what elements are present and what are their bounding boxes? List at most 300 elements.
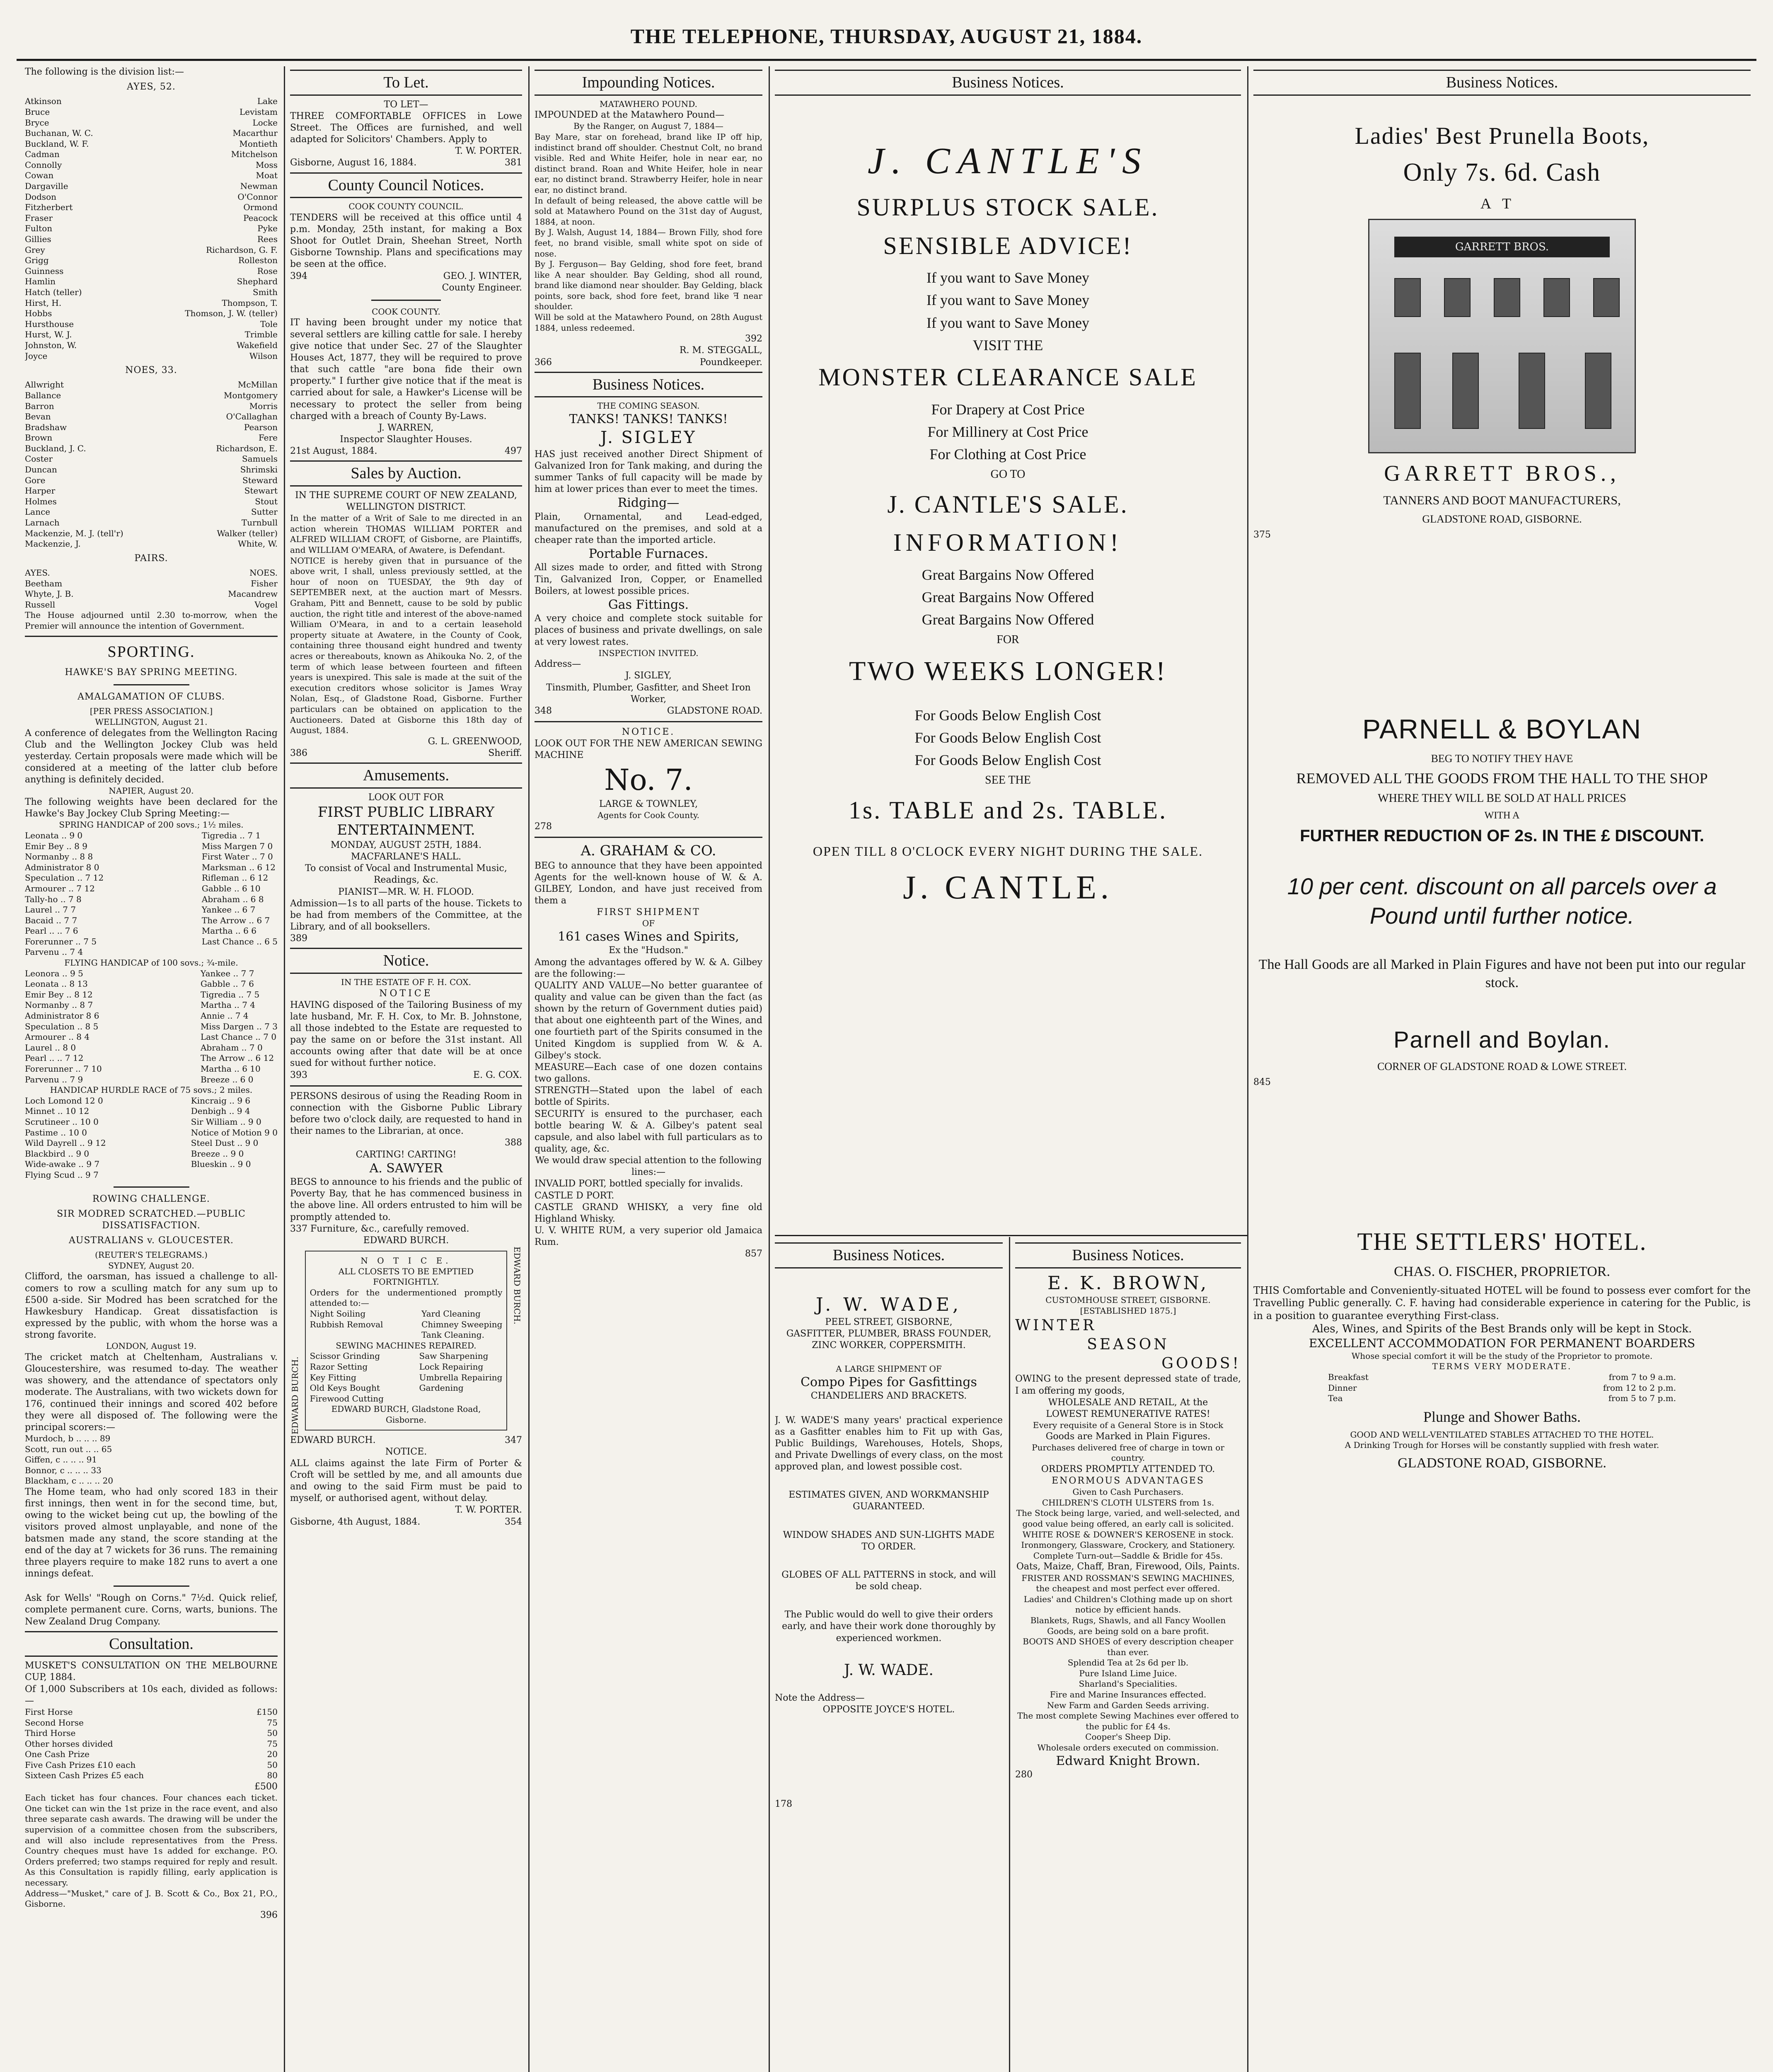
spring-handicap-heading: SPRING HANDICAP of 200 sovs.; 1½ miles. (59, 820, 244, 830)
brown-boots: BOOTS AND SHOES of every description cheaper than ever. (1023, 1636, 1234, 1657)
county-role: County Engineer. (442, 282, 522, 293)
noes-row (25, 433, 278, 443)
column-2 (290, 66, 522, 2072)
brown-lowest: LOWEST REMUNERATIVE RATES! (1046, 1409, 1210, 1419)
wade-chandeliers: CHANDELIERS AND BRACKETS. (810, 1391, 967, 1402)
security: SECURITY is ensured to the purchaser, each bottle bearing W. & A. Gilbey's patent seal capsule, and also label with full particulars as to quality, age, &c. (535, 1109, 762, 1154)
agents: Agents for Cook County. (597, 810, 699, 821)
noes-row (25, 443, 278, 454)
weight-entry: Wild Dayrell .. 9 12 (25, 1138, 106, 1148)
weight-entry: Minnet .. 10 12 (25, 1106, 89, 1116)
ad-number: 381 (505, 157, 522, 168)
ayes-row-cell: Cowan (25, 170, 54, 181)
weight-entry: Blackbird .. 9 0 (25, 1148, 89, 1159)
settlers-meals (1328, 1372, 1676, 1404)
ridging-text: Plain, Ornamental, and Lead-edged, manufactured on the premises, and sold at a cheaper rate than the imported article. (535, 511, 762, 545)
burch-services-right (421, 1309, 502, 1341)
impound-sign: R. M. STEGGALL, (679, 345, 762, 356)
ayes-row-cell: Rose (257, 266, 278, 276)
business-heading: Business Notices. (535, 372, 762, 398)
ayes-row (25, 340, 278, 351)
county-sign-row (290, 271, 522, 282)
ayes-row (25, 170, 278, 181)
brown-orders: ORDERS PROMPTLY ATTENDED TO. (1041, 1464, 1215, 1474)
below-lines (775, 706, 1241, 770)
county-heading: County Council Notices. (290, 172, 522, 198)
ayes-row-cell: Wakefield (236, 340, 278, 350)
boots-heading: Ladies' Best Prunella Boots, (1355, 122, 1650, 149)
brown-established: [ESTABLISHED 1875.] (1080, 1305, 1176, 1316)
cost-line: For Clothing at Cost Price (929, 445, 1086, 462)
settlers-trough: A Drinking Trough for Horses will be constantly supplied with fresh water. (1345, 1440, 1659, 1450)
to-let-heading: To Let. (290, 70, 522, 96)
furnaces-text: All sizes made to order, and fitted with Strong Tin, Galvanized Iron, Copper, or Enamelled Boilers, at lowest possible prices. (535, 562, 762, 596)
pairs-row (25, 589, 278, 600)
brown-frister: FRISTER AND ROSSMAN'S SEWING MACHINES, the cheapest and most perfect ever offered. (1021, 1573, 1235, 1594)
brown-requisite: Every requisite of a General Store is in Stock (1033, 1420, 1224, 1430)
ayes-row-cell: Montieth (239, 138, 278, 149)
pairs-row-cell: Macandrew (228, 589, 278, 599)
parnell-heading: PARNELL & BOYLAN (1362, 714, 1642, 745)
weight-entry: Miss Dargen .. 7 3 (200, 1021, 278, 1031)
ayes-row (25, 245, 278, 256)
pairs-row-cell: Beetham (25, 578, 63, 588)
column-divider (1009, 1237, 1010, 2072)
ayes-row-cell: Wilson (249, 351, 278, 361)
burch-item: Saw Sharpening (419, 1351, 489, 1361)
impound-sale: Will be sold at the Matawhero Pound, on 28th August 1884, unless redeemed. (535, 312, 762, 333)
ayes-row (25, 192, 278, 203)
to-let-sign: T. W. PORTER. (455, 146, 522, 157)
see-the: SEE THE (985, 773, 1031, 787)
building-window (1394, 278, 1421, 317)
prize-row-cell: 20 (267, 1749, 278, 1760)
flying-weights (25, 968, 278, 1085)
noes-row-cell: O'Callaghan (226, 411, 278, 422)
building-sign: GARRETT BROS. (1394, 237, 1610, 257)
ayes-row-cell: Pyke (257, 223, 278, 234)
settlers-heading: THE SETTLERS' HOTEL. (1357, 1228, 1647, 1256)
noes-row (25, 422, 278, 433)
brown-list-item: Pure Island Lime Juice. (1079, 1668, 1177, 1678)
weight-entry: Tigredia .. 7 1 (201, 830, 261, 840)
burch-service: Night Soiling (310, 1308, 366, 1319)
weight-entry: Leonata .. 9 0 (25, 830, 83, 840)
business-heading: Business Notices. (775, 70, 1241, 96)
admission-text: Admission—1s to all parts of the house. Tickets to be had from members of the Committee, at the Library, and of all booksellers. (290, 898, 522, 932)
wade-street: PEEL STREET, GISBORNE, (825, 1317, 953, 1327)
noes-row-cell: Richardson, E. (216, 443, 278, 453)
noes-row-cell: Stout (255, 496, 278, 506)
reuters-note: (REUTER'S TELEGRAMS.) (95, 1250, 208, 1260)
weight-entry: Breeze .. 9 0 (191, 1148, 244, 1159)
noes-row (25, 486, 278, 496)
graham-text: BEG to announce that they have been appointed Agents for the well-known house of W. & A. GILBEY, London, and have just received from them a (535, 860, 762, 906)
notice2-text: ALL claims against the late Firm of Porter & Croft will be settled by me, and all amounts due and owing to the said Firm must be paid to myself, or authorised agent, without delay. (290, 1458, 522, 1504)
impound-by: By the Ranger, on August 7, 1884— (573, 121, 723, 131)
want-line: If you want to Save Money (926, 269, 1089, 286)
meal-row-cell: from 12 to 2 p.m. (1603, 1382, 1676, 1393)
spring-weights-right (202, 830, 278, 958)
prize-row-cell: £150 (256, 1706, 278, 1717)
impound-heading: Impounding Notices. (535, 70, 762, 96)
ayes-row (25, 128, 278, 139)
burch-orders: Orders for the undermentioned promptly attended to:— (310, 1287, 503, 1308)
burch-item: Key Fitting (310, 1372, 356, 1382)
divider (25, 636, 278, 637)
meal-row (1328, 1393, 1676, 1404)
ayes-row-cell: Rees (257, 234, 278, 244)
column-3 (535, 66, 762, 2072)
for: FOR (997, 633, 1019, 646)
court-heading: IN THE SUPREME COURT OF NEW ZEALAND, WELLINGTON DISTRICT. (295, 490, 517, 513)
brown-plain: Goods are Marked in Plain Figures. (1045, 1431, 1211, 1442)
wade-estimates: ESTIMATES GIVEN, AND WORKMANSHIP GUARANTEED. (789, 1490, 989, 1512)
ad-number: 394 (290, 271, 307, 281)
notice-heading: Notice. (290, 948, 522, 974)
prize-row-cell: Sixteen Cash Prizes £5 each (25, 1770, 144, 1781)
burch-closets: ALL CLOSETS TO BE EMPTIED FORTNIGHTLY. (338, 1266, 474, 1287)
to-let-sub: TO LET— (384, 99, 428, 110)
press-association: [PER PRESS ASSOCIATION.] (89, 706, 213, 716)
burch-services-left (310, 1309, 383, 1341)
weight-entry: Tigredia .. 7 5 (200, 989, 260, 1000)
weight-entry: Speculation .. 7 12 (25, 873, 104, 883)
below-line: For Goods Below English Cost (914, 751, 1101, 768)
weight-entry: Gabble .. 6 10 (201, 883, 261, 893)
scorer-entry: Blackham, c .. .. .. 20 (25, 1476, 114, 1486)
burch-ad (290, 1247, 522, 1435)
burch-services (310, 1309, 503, 1341)
prize-row-cell: One Cash Prize (25, 1749, 89, 1760)
settlers-fischer: CHAS. O. FISCHER, PROPRIETOR. (1394, 1264, 1610, 1280)
ayes-row-cell: Bryce (25, 117, 49, 128)
ayes-row-cell: O'Connor (237, 191, 278, 202)
below-line: For Goods Below English Cost (914, 729, 1101, 746)
burch-sewing: SEWING MACHINES REPAIRED. (336, 1340, 477, 1351)
weight-entry: Breeze .. 6 0 (200, 1074, 254, 1084)
parnell-hall-goods: The Hall Goods are all Marked in Plain Figures and have not been put into our regular stock. (1258, 957, 1746, 990)
ayes-row-cell: Fulton (25, 223, 53, 234)
weight-entry: Miss Margen 7 0 (201, 841, 273, 851)
weight-entry: Normanby .. 8 7 (25, 1000, 93, 1010)
county-sub: COOK COUNTY COUNCIL. (348, 201, 464, 212)
ad-number: 389 (290, 933, 307, 944)
ayes-row-cell: Smith (253, 287, 278, 297)
prize-row-cell: First Horse (25, 1706, 73, 1717)
building-door (1585, 353, 1611, 429)
brown-kerosene: WHITE ROSE & DOWNER'S KEROSENE in stock. (1022, 1529, 1234, 1539)
hurdle-weights (25, 1096, 278, 1181)
ayes-row (25, 298, 278, 309)
impound-footer (535, 357, 762, 368)
cox-sign: E. G. COX. (473, 1070, 522, 1080)
weight-entry: Steel Dust .. 9 0 (191, 1138, 259, 1148)
county-text: TENDERS will be received at this office until 4 p.m. Monday, 25th instant, for making a Box Shoot for Outlet Drain, Sheehan Street, North Gisborne Township. Plans and specifications may be seen at the office. (290, 212, 522, 270)
ayes-row-cell: Dargaville (25, 181, 68, 191)
ayes-row-cell: Grey (25, 244, 45, 255)
consultation-body: Each ticket has four chances. Four chances each ticket. One ticket can win the 1st prize in the race event, and also three separate cash awards. The drawing will be under the supervision of a committee chosen from the subscribers, and will also include representatives from the Press. Country cheques must have 1s added for exchange. P.O. Orders preferred; two stamps required for reply and result. As this Consultation is rapidly filling, early application is necessary. (25, 1793, 278, 1888)
weight-entry: Emir Bey .. 8 12 (25, 989, 93, 1000)
ad-number: 386 (290, 748, 307, 758)
building-window (1494, 278, 1520, 317)
meal-row (1328, 1383, 1676, 1394)
sheriff-sign: G. L. GREENWOOD, (428, 736, 522, 747)
library-title: FIRST PUBLIC LIBRARY ENTERTAINMENT. (317, 804, 495, 839)
prize-row-cell: Other horses divided (25, 1738, 113, 1749)
cost-line: For Drapery at Cost Price (931, 401, 1085, 418)
ayes-row-cell: Joyce (25, 351, 48, 361)
building-door (1519, 353, 1545, 429)
burch-service: Rubbish Removal (310, 1319, 383, 1329)
column-divider (284, 66, 285, 2072)
pairs-col-headings (25, 568, 278, 579)
weight-entry: Normanby .. 8 8 (25, 852, 93, 862)
aus-v-glou-heading: AUSTRALIANS v. GLOUCESTER. (69, 1235, 234, 1246)
noes-row (25, 528, 278, 539)
ayes-row (25, 351, 278, 362)
consultation-heading: Consultation. (25, 1631, 278, 1657)
noes-row-cell: Shrimski (240, 465, 278, 475)
spacer (1253, 1088, 1751, 1221)
rowing-heading: ROWING CHALLENGE. (92, 1193, 210, 1204)
burch-item: Lock Repairing (419, 1361, 484, 1372)
parnell-ten-percent: 10 per cent. discount on all parcels over a Pound until further notice. (1287, 873, 1717, 929)
gas-heading: Gas Fittings. (608, 597, 689, 612)
home-team-report: The Home team, who had only scored 183 in their first innings, then went in for the second time, but, owing to the wicket being cut up, the bowling of the visitors proved almost unplayable, and none of the batsmen made any stand, the score standing at the end of the day at 7 wickets for 36 runs. The remaining three players require to make 182 runs to avert a one innings defeat. (25, 1486, 278, 1579)
burch-list-left (310, 1351, 384, 1404)
noes-row-cell: Ballance (25, 390, 61, 400)
sydney-report: Clifford, the oarsman, has issued a challenge to all-comers to row a sculling match for any sum up to £500 a-side. Sir Modred has been scratched for the Hawkesbury Handicap. Great dissatisfaction is expressed by the public, with whom the horse was a strong favorite. (25, 1271, 278, 1341)
parnell-beg: BEG TO NOTIFY THEY HAVE (1431, 752, 1573, 765)
noes-row-cell: Lance (25, 507, 51, 517)
burch-address: EDWARD BURCH, Gladstone Road, Gisborne. (331, 1404, 481, 1425)
brown-blankets: Blankets, Rugs, Shawls, and all Fancy Woollen Goods, are being sold on a bare profit. (1030, 1615, 1226, 1636)
garrett-name: GARRETT BROS., (1384, 461, 1620, 486)
weight-entry: The Arrow .. 6 7 (201, 915, 270, 925)
wellington-report: A conference of delegates from the Wellington Racing Club and the Wellington Jockey Club was held yesterday. Certain proposals were made which will be considered at a meeting of the latter club before anything is definitely decided. (25, 728, 278, 785)
weight-entry: Forerunner .. 7 5 (25, 936, 97, 946)
ayes-row-cell: Cadman (25, 149, 60, 160)
parnell-with: WITH A (1484, 810, 1520, 821)
ad-number: 354 (505, 1516, 522, 1527)
prize-row (25, 1749, 278, 1760)
graham-line: INVALID PORT, bottled specially for invalids. (535, 1179, 743, 1189)
meal-row-cell: from 7 to 9 a.m. (1609, 1372, 1676, 1382)
burch-item: Firewood Cutting (310, 1393, 384, 1404)
cox-footer (290, 1070, 522, 1081)
cook-role: Inspector Slaughter Houses. (340, 434, 472, 445)
settlers-stables: GOOD AND WELL-VENTILATED STABLES ATTACHED TO THE HOTEL. (1350, 1429, 1654, 1440)
noes-row-cell: Bradshaw (25, 422, 67, 432)
ayes-row-cell: Bruce (25, 107, 50, 117)
ayes-row-cell: Macarthur (232, 128, 278, 138)
settlers-terms: TERMS VERY MODERATE. (1432, 1361, 1572, 1372)
wade-text: J. W. WADE'S many years' practical experience as a Gasfitter enables him to Fit up with Gas, Public Buildings, Warehouses, Hotels, Shops, and Private Dwellings of every class, on the most approved plan, and lowest possible cost. (775, 1415, 1003, 1472)
pairs-ayes-label: AYES. (25, 567, 50, 578)
ayes-row (25, 308, 278, 319)
weight-entry: Last Chance .. 6 5 (201, 936, 278, 946)
graham-name: A. GRAHAM & CO. (581, 842, 716, 859)
noes-row (25, 390, 278, 401)
weight-entry: Yankee .. 6 7 (201, 905, 256, 915)
building-window (1543, 278, 1570, 317)
burch-list-right (419, 1351, 503, 1404)
tanks-heading: TANKS! TANKS! TANKS! (569, 411, 728, 426)
wade-sign: J. W. WADE. (844, 1661, 934, 1679)
estate-heading: IN THE ESTATE OF F. H. COX. (341, 977, 471, 987)
ayes-row (25, 202, 278, 213)
ad-number: 178 (775, 1799, 792, 1810)
graham-line: CASTLE GRAND WHISKY, a very fine old Highland Whisky. (535, 1202, 762, 1224)
coming-season: THE COMING SEASON. (597, 401, 700, 411)
hurdle-weights-left (25, 1096, 106, 1181)
parnell-corner: CORNER OF GLADSTONE ROAD & LOWE STREET. (1377, 1060, 1627, 1072)
settlers-text: THIS Comfortable and Conveniently-situated HOTEL will be found to possess ever comfort for the Travelling Public generally. C. F. having had considerable experience in catering for the Public, is in a position to guarantee everything First-class. (1253, 1284, 1751, 1322)
to-let-date: Gisborne, August 16, 1884. (290, 157, 417, 168)
weight-entry: Laurel .. 7 7 (25, 905, 76, 915)
weight-entry: Loch Lomond 12 0 (25, 1095, 103, 1106)
pianist: PIANIST—MR. W. H. FLOOD. (338, 886, 474, 897)
ayes-row (25, 96, 278, 107)
scorer-entry: Bonnor, c .. .. .. 33 (25, 1465, 102, 1475)
garrett-tanners: TANNERS AND BOOT MANUFACTURERS, (1383, 494, 1621, 508)
lookout-text: LOOK OUT FOR (368, 792, 444, 803)
ayes-row-cell: Johnston, W. (25, 340, 77, 350)
ad-number: 278 (535, 821, 552, 832)
flying-weights-right (201, 968, 278, 1085)
weight-entry: Notice of Motion 9 0 (191, 1127, 278, 1138)
gas-text: A very choice and complete stock suitable for places of business and private dwellings, on sale at very lowest rates. (535, 613, 762, 647)
burch-service: Chimney Sweeping (421, 1319, 503, 1329)
weight-entry: Armourer .. 8 4 (25, 1032, 90, 1042)
impound-ferguson: By J. Ferguson— Bay Gelding, shod fore feet, brand like A near shoulder. Bay Gelding, shod all round, brand like diamond near shoulder. Bay Gelding, black points, sore back, shod fore feet, brand like ꟻ near shoulder. (535, 259, 762, 312)
brown-list-item: New Farm and Garden Seeds arriving. (1047, 1700, 1209, 1710)
noes-row-cell: Sutter (251, 507, 278, 517)
brown-ladies: Ladies' and Children's Clothing made up on short notice by efficient hands. (1023, 1594, 1233, 1615)
brown-goods: GOODS! (1161, 1355, 1241, 1372)
noes-row-cell: Pearson (244, 422, 278, 432)
burch-service: Tank Cleaning. (421, 1330, 484, 1340)
burch-list (310, 1351, 503, 1404)
graham-line: CASTLE D PORT. (535, 1190, 614, 1201)
weight-entry: Armourer .. 7 12 (25, 883, 95, 893)
ayes-row (25, 319, 278, 330)
ayes-row-cell: Tole (260, 319, 278, 329)
consultation-address: Address—"Musket," care of J. B. Scott & Co., Box 21, P.O., Gisborne. (25, 1888, 278, 1909)
noes-row (25, 401, 278, 412)
notice2-footer (290, 1516, 522, 1528)
brown-enormous: ENORMOUS ADVANTAGES (1052, 1476, 1205, 1486)
impound-text: IMPOUNDED at the Matawhero Pound— (535, 110, 725, 121)
ayes-row (25, 160, 278, 171)
masthead: THE TELEPHONE, THURSDAY, AUGUST 21, 1884. (630, 24, 1143, 48)
burch-foot: EDWARD BURCH. (290, 1435, 376, 1445)
consultation-title: MUSKET'S CONSULTATION ON THE MELBOURNE CUP, 1884. (25, 1661, 278, 1683)
divider (371, 300, 441, 301)
weight-entry: Tally-ho .. 7 8 (25, 894, 82, 904)
weight-entry: Leonata .. 8 13 (25, 979, 88, 989)
cook-date: 21st August, 1884. (290, 446, 377, 457)
ayes-row-cell: Hirst, H. (25, 298, 62, 308)
ayes-row-cell: Fraser (25, 213, 53, 223)
ayes-row (25, 276, 278, 287)
noes-row-cell: McMillan (237, 380, 278, 390)
want-line: If you want to Save Money (926, 314, 1089, 331)
column-1 (25, 66, 278, 2072)
reading-room-text: PERSONS desirous of using the Reading Room in connection with the Gisborne Public Library before two o'clock daily, are requested to hand in their names to the Librarian, at once. (290, 1091, 522, 1137)
ayes-row-cell: Buchanan, W. C. (25, 128, 93, 138)
meal-row-cell: from 5 to 7 p.m. (1608, 1393, 1676, 1404)
meal-row-cell: Tea (1328, 1393, 1343, 1404)
sigley-footer (535, 705, 762, 717)
sir-modred-heading: SIR MODRED SCRATCHED.—PUBLIC DISSATISFACTION. (57, 1208, 246, 1231)
weight-entry: Scrutineer .. 10 0 (25, 1116, 99, 1127)
address-label: Address— (535, 659, 581, 670)
brown-turnout: Complete Turn-out—Saddle & Bridle for 45s. (1033, 1550, 1223, 1561)
divider (775, 1235, 1247, 1236)
cantle-sign: J. CANTLE. (903, 869, 1113, 906)
brown-purchases: Purchases delivered free of charge in town or country. (1032, 1442, 1224, 1463)
noes-row (25, 496, 278, 507)
ayes-row-cell: Shephard (237, 276, 278, 287)
noes-row (25, 475, 278, 486)
sawyer-text: BEGS to announce to his friends and the public of Poverty Bay, that he has commenced business in the above line. All orders entrusted to him will be promptly attended to. (290, 1177, 522, 1222)
noes-list (25, 380, 278, 549)
ad-number: 375 (1253, 530, 1271, 540)
divider (535, 837, 762, 838)
ayes-row-cell: Hatch (teller) (25, 287, 82, 297)
burch-item: Razor Setting (310, 1361, 368, 1372)
pairs-row (25, 579, 278, 589)
brown-name: E. K. BROWN, (1047, 1272, 1209, 1294)
burch-footer (290, 1435, 522, 1446)
weight-entry: Martha .. 6 6 (201, 926, 256, 936)
brown-ironmongery: Ironmongery, Glassware, Crockery, and Stationery. (1021, 1540, 1235, 1550)
ayes-row-cell: Rolleston (238, 255, 278, 266)
cook-county-text: IT having been brought under my notice that several settlers are killing cattle for sale. I hereby give notice that under Sec. 27 of the Slaughter Houses Act, 1877, they will be required to prove that such cattle "are bona fide their own property." I further give notice that if the meat is carried about for sale, a Hawker's License will be necessary to protect the seller from being charged with a breach of County By-Laws. (290, 317, 522, 421)
large-townley: LARGE & TOWNLEY, (599, 799, 698, 810)
ayes-row-cell: Hurst, W. J. (25, 329, 72, 340)
ayes-row-cell: Hobbs (25, 308, 52, 319)
measure: MEASURE—Each case of one dozen contains two gallons. (535, 1062, 762, 1084)
ad-number: 392 (745, 334, 762, 344)
ad-number: 497 (505, 446, 522, 457)
burch-item: Umbrella Repairing (419, 1372, 503, 1382)
cox-text: HAVING disposed of the Tailoring Business of my late husband, Mr. F. H. Cox, to Mr. B. Johnstone, all those indebted to the Estate are requested to pay the same on or before the 31st instant. All accounts owing after that date will be at once sued for without further notice. (290, 1000, 522, 1069)
weight-entry: Abraham .. 7 0 (200, 1042, 263, 1053)
brown-owing: OWING to the present depressed state of trade, I am offering my goods, (1015, 1374, 1241, 1396)
sawyer-name: A. SAWYER (369, 1161, 443, 1176)
sigley-addr: J. SIGLEY, (625, 670, 672, 681)
brown-sign: Edward Knight Brown. (1056, 1753, 1200, 1768)
noes-row (25, 380, 278, 390)
ayes-row-cell: Fitzherbert (25, 202, 73, 213)
noes-row-cell: Brown (25, 433, 53, 443)
ayes-row-cell: Thompson, T. (222, 298, 278, 308)
brown-list-item: Cooper's Sheep Dip. (1085, 1732, 1171, 1742)
prize-row-cell: 75 (267, 1717, 278, 1728)
notice2-heading: NOTICE. (385, 1446, 427, 1457)
weight-entry: Denbigh .. 9 4 (191, 1106, 250, 1116)
ayes-row-cell: Newman (240, 181, 278, 191)
pairs-row-cell: Fisher (251, 578, 278, 588)
visit: VISIT THE (972, 336, 1043, 353)
notice-word: NOTICE (379, 988, 433, 999)
cook-footer (290, 445, 522, 457)
noes-row-cell: Coster (25, 454, 53, 464)
napier-report: The following weights have been declared for the Hawke's Bay Jockey Club Spring Meeting:— (25, 797, 278, 819)
